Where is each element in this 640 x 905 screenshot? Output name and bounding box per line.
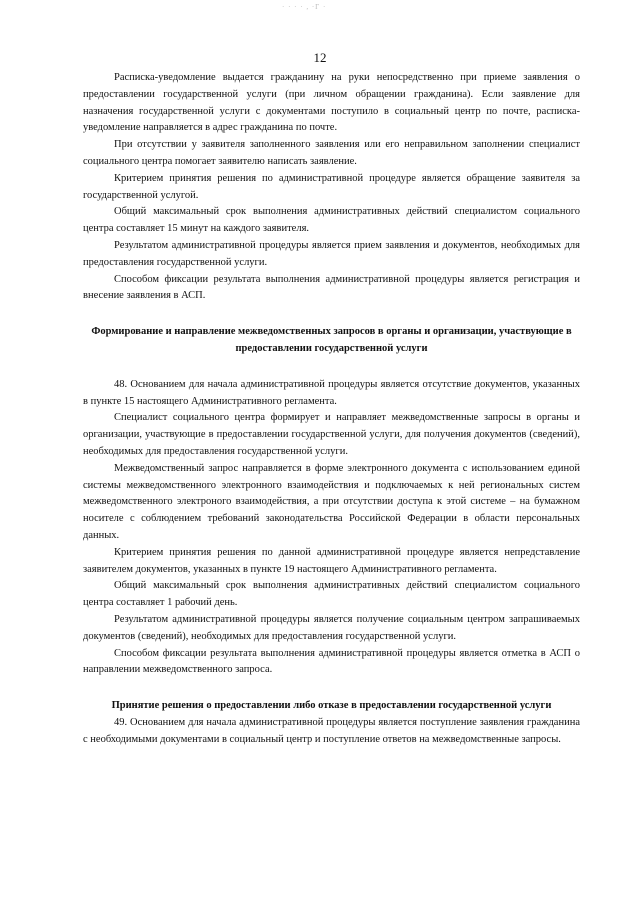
paragraph: Общий максимальный срок выполнения административных действий специалистом социального центра составляет 15 минут на каждого заявителя. — [83, 206, 580, 235]
paragraph: 48. Основанием для начала административной процедуры является отсутствие документов, указанных в пункте 15 настоящего Административного регламента. — [83, 378, 580, 407]
paragraph: Способом фиксации результата выполнения административной процедуры является отметка в АСП о направлении межведомственного запроса. — [83, 647, 580, 676]
paragraph: Способом фиксации результата выполнения административной процедуры является регистрация и внесение заявления в АСП. — [83, 273, 580, 302]
page-number: 12 — [313, 50, 327, 65]
paragraph: Результатом административной процедуры является получение социальным центром запрашиваемых документов (сведений), необходимых для предоставления государственной услуги. — [83, 613, 580, 642]
paragraph: Общий максимальный срок выполнения административных действий специалистом социального центра составляет 1 рабочий день. — [83, 580, 580, 609]
paragraph: Результатом административной процедуры является прием заявления и документов, необходимых для предоставления государственной услуги. — [83, 239, 580, 268]
paragraph: При отсутствии у заявителя заполненного заявления или его неправильном заполнении специалист социального центра помогает заявителю написать заявление. — [83, 139, 580, 167]
paragraph: Специалист социального центра формирует и направляет межведомственные запросы в органы и организации, участвующие в предоставлении государственной услуги, для получения документов (сведений), необходимых для предоставления государственной услуги. — [83, 412, 580, 457]
section-heading: Принятие решения о предоставлении либо отказе в предоставлении государственной услуги — [111, 700, 552, 712]
paragraph: Межведомственный запрос направляется в форме электронного документа с использованием единой системы межведомственного электронного взаимодействия и подключаемых к ней региональных систем межведомственного электроного взаимодействия, а при отсутствии доступа к этой системе – на бумажном носителе с соблюдением требований законодательства Российской Федерации в области персональных данных. — [83, 462, 580, 541]
paragraph: Критерием принятия решения по административной процедуре является обращение заявителя за государственной услугой. — [83, 172, 580, 201]
scan-artifact: · · · · , ·Г · — [282, 3, 327, 11]
paragraph: Критерием принятия решения по данной административной процедуре является непредставление заявителем документов, указанных в пункте 19 настоящего Административного регламента. — [83, 546, 580, 575]
paragraph: 49. Основанием для начала административной процедуры является поступление заявления гражданина с необходимыми документами в социальный центр и поступление ответов на межведомственные запросы. — [83, 716, 580, 745]
section-heading: Формирование и направление межведомственных запросов в органы и организации, участвующие в предоставлении государственной услуги — [91, 326, 572, 354]
paragraph: Расписка-уведомление выдается гражданину на руки непосредственно при приеме заявления о предоставлении государственной услуги (при личном обращении гражданина). Если заявление для назначения государственной услуги с документами поступило в социальный центр по почте, расписка-уведомление направляется в адрес гражданина по почте. — [83, 72, 580, 134]
page-body — [83, 70, 580, 748]
